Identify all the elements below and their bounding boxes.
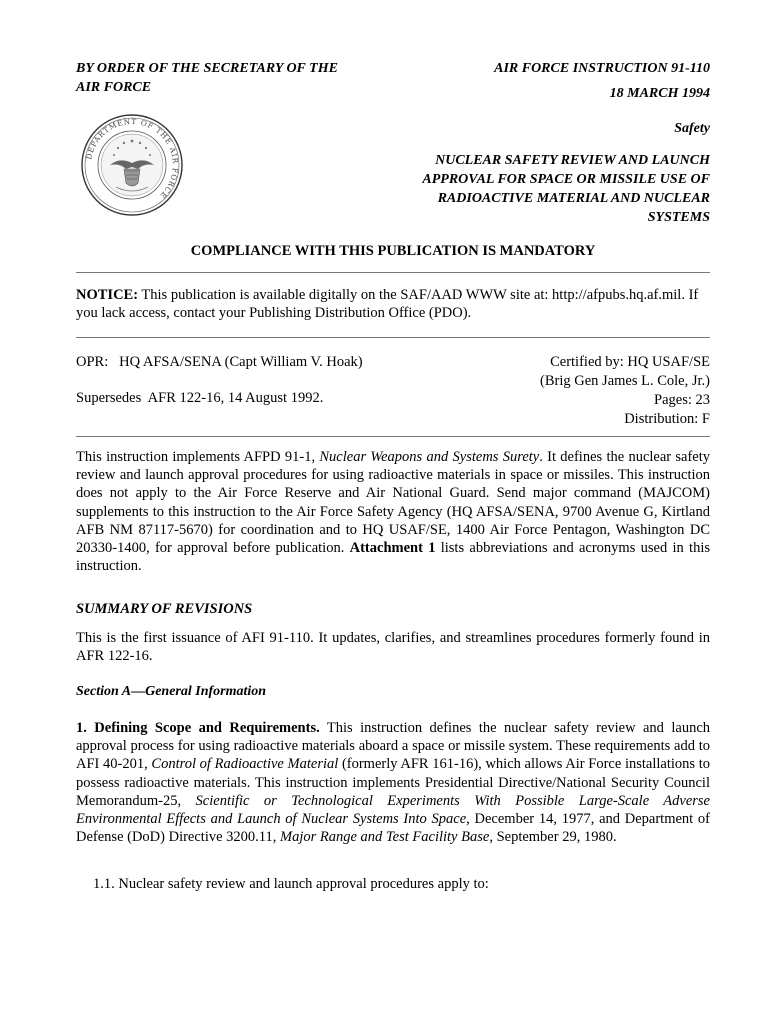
paragraph-text: This instruction defines the nuclear safety review and launch approval process for using radioactive materials aboard a space or missile system. These requirements add to AFI 40-201, bbox=[76, 720, 710, 773]
intro-text: . It defines the nuclear safety review and launch approval procedures for using radioactive materials in space or missiles. This instruction does not apply to the Air Force Reserve and Air National Guard. Send major command (MAJCOM) supplements to this instruction to the Air Force Safety Agency (HQ AFSA/SENA, 9700 Avenue G, Kirtland AFB NM 87117-5670) for coordination and to HQ USAF/SE, 1400 Air Force Pentagon, Washington DC 20330-1400, for approval before publication. bbox=[76, 449, 711, 557]
title-line: APPROVAL FOR SPACE OR MISSILE USE OF bbox=[422, 172, 710, 187]
paragraph-text: , December 14, 1977, and Department of Defense (DoD) Directive 3200.11, bbox=[76, 811, 711, 846]
paragraph-text: (formerly AFR 161-16), which allows Air Force installations to possess radioactive materials. This instruction implements Presidential Directive/National Security Council Memorandum-25, bbox=[76, 756, 710, 809]
certifier-name: (Brig Gen James L. Cole, Jr.) bbox=[540, 373, 710, 389]
certified-by: Certified by: HQ USAF/SE bbox=[550, 354, 710, 370]
notice-label: NOTICE: bbox=[76, 287, 139, 303]
svg-text:DEPARTMENT OF THE AIR FORCE: DEPARTMENT OF THE AIR FORCE bbox=[84, 116, 181, 201]
title-line: NUCLEAR SAFETY REVIEW AND LAUNCH bbox=[435, 153, 710, 168]
summary-heading: SUMMARY OF REVISIONS bbox=[76, 601, 253, 617]
order-line-2: AIR FORCE bbox=[76, 80, 152, 95]
certification-block bbox=[540, 353, 710, 429]
instruction-date: 18 MARCH 1994 bbox=[609, 86, 710, 101]
divider bbox=[76, 337, 710, 338]
instruction-number: AIR FORCE INSTRUCTION 91-110 bbox=[494, 61, 710, 76]
title-line: RADIOACTIVE MATERIAL AND NUCLEAR bbox=[437, 191, 710, 206]
order-statement bbox=[76, 59, 376, 97]
notice-block bbox=[76, 286, 710, 322]
intro-text: lists abbreviations and acronyms used in this instruction. bbox=[76, 540, 710, 575]
paragraph-1 bbox=[76, 719, 710, 846]
order-line-1: BY ORDER OF THE SECRETARY OF THE bbox=[76, 61, 338, 76]
category-label: Safety bbox=[674, 121, 710, 136]
attachment-ref: Attachment 1 bbox=[349, 540, 436, 557]
paragraph-heading: 1. Defining Scope and Requirements. bbox=[76, 720, 320, 736]
summary-paragraph: This is the first issuance of AFI 91-110. It updates, clarifies, and streamlines procedures formerly found in AFR 122-16. bbox=[76, 630, 710, 665]
paragraph-1-1: 1.1. Nuclear safety review and launch approval procedures apply to: bbox=[93, 876, 489, 892]
intro-paragraph bbox=[76, 448, 710, 575]
page-count: Pages: 23 bbox=[654, 392, 710, 408]
intro-text: This instruction implements AFPD 91-1, bbox=[76, 449, 320, 465]
opr-line: OPR: HQ AFSA/SENA (Capt William V. Hoak) bbox=[76, 354, 363, 370]
title-line: SYSTEMS bbox=[647, 210, 710, 225]
document-page bbox=[76, 0, 710, 1024]
reference-title: Scientific or Technological Experiments With Possible Large-Scale Adverse Environmental Effects and Launch of Nuclear Systems Into Space bbox=[76, 792, 710, 828]
supersedes-line: Supersedes AFR 122-16, 14 August 1992. bbox=[76, 390, 324, 406]
divider bbox=[76, 436, 710, 437]
compliance-statement: COMPLIANCE WITH THIS PUBLICATION IS MANDATORY bbox=[190, 243, 596, 259]
section-heading: Section A—General Information bbox=[76, 684, 267, 699]
reference-title: Major Range and Test Facility Base bbox=[280, 829, 490, 846]
paragraph-text: , September 29, 1980. bbox=[489, 829, 617, 846]
document-title bbox=[380, 151, 710, 227]
notice-text: This publication is available digitally on the SAF/AAD WWW site at: http://afpubs.hq.af.mil. If you lack access, contact your Publishing Distribution Office (PDO). bbox=[76, 287, 699, 322]
air-force-seal-icon bbox=[80, 113, 184, 217]
distribution: Distribution: F bbox=[624, 411, 710, 427]
reference-title: Control of Radioactive Material bbox=[151, 756, 339, 773]
divider bbox=[76, 272, 710, 273]
afpd-title: Nuclear Weapons and Systems Surety bbox=[319, 449, 540, 465]
